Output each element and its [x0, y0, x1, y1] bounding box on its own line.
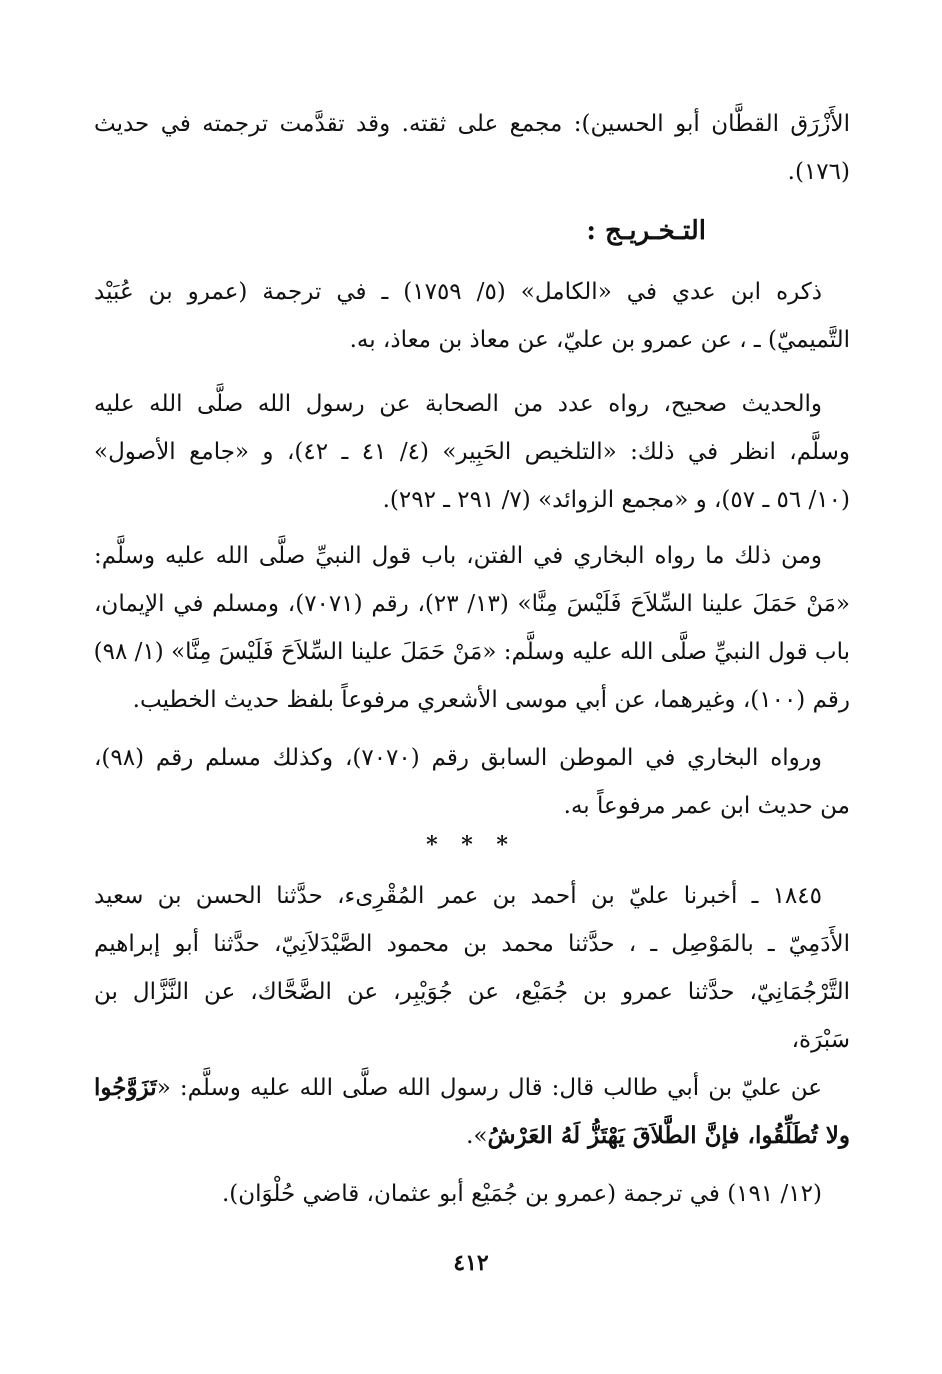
hadith-isnad [94, 872, 850, 1064]
narrator-continuation [94, 100, 850, 196]
text-line: الأَدَمِيّ ـ بالمَوْصِل ـ ، حدَّثنا محمد بن محمود الصَّيْدَلاَنِيّ، حدَّثنا أبو إبراهيم [94, 931, 850, 957]
text-line: (١٠/ ٥٦ ـ ٥٧)، و «مجمع الزوائد» (٧/ ٢٩١ ـ ٢٩٢). [382, 487, 850, 513]
text-line: ١٨٤٥ ـ أخبرنا عليّ بن أحمد بن عمر المُقْرِىء، حدَّثنا الحسن بن سعيد [94, 883, 822, 909]
takhrij-paragraph-1 [94, 268, 850, 364]
text-line: والحديث صحيح، رواه عدد من الصحابة عن رسول الله صلَّى الله عليه [94, 391, 822, 417]
text-line: الأَزْرَق القطَّان أبو الحسين): مجمع على ثقته. وقد تقدَّمت ترجمته في حديث [94, 111, 850, 137]
text-line: من حديث ابن عمر مرفوعاً به. [563, 793, 850, 819]
footnote-text: (١٢/ ١٩١) في ترجمة (عمرو بن جُمَيْع أبو عثمان، قاضي حُلْوَان). [221, 1181, 822, 1207]
footnote [94, 1170, 850, 1218]
text-line [94, 1064, 850, 1112]
matn-bold-text: تَزَوَّجُوا [94, 1074, 157, 1101]
text-line: باب قول النبيِّ صلَّى الله عليه وسلَّم: «مَنْ حَمَلَ علينا السِّلاَحَ فَلَيْسَ مِنَّا» (١/ ٩٨) [94, 639, 850, 665]
text-line: «مَنْ حَمَلَ علينا السِّلاَحَ فَلَيْسَ مِنَّا» (١٣/ ٢٣)، رقم (٧٠٧١)، ومسلم في الإيمان، [94, 591, 850, 617]
text-line: التَّميميّ) ـ ، عن عمرو بن عليّ، عن معاذ بن معاذ، به. [349, 327, 850, 353]
matn-close: ». [466, 1123, 488, 1149]
text-line: ذكره ابن عدي في «الكامل» (٥/ ١٧٥٩) ـ في ترجمة (عمرو بن عُبَيْد [94, 279, 823, 305]
hadith-matn [94, 1064, 850, 1160]
text-line: رقم (١٠٠)، وغيرهما، عن أبي موسى الأشعري مرفوعاً بلفظ حديث الخطيب. [132, 687, 850, 713]
text-line: التَّرْجُمَانِيّ، حدَّثنا عمرو بن جُمَيْع، عن جُوَيْبِر، عن الضَّحَّاك، عن النَّزَّال بن [94, 979, 850, 1005]
matn-intro: عن عليّ بن أبي طالب قال: قال رسول الله صلَّى الله عليه وسلَّم: « [156, 1075, 822, 1101]
takhrij-paragraph-4 [94, 734, 850, 830]
text-line: سَبْرَة، [791, 1027, 850, 1053]
takhrij-paragraph-3 [94, 532, 850, 724]
takhrij-heading: التـخـريـج : [586, 216, 706, 246]
text-line: وسلَّم، انظر في ذلك: «التلخيص الحَبِير» (٤/ ٤١ ـ ٤٢)، و «جامع الأصول» [94, 439, 850, 465]
takhrij-paragraph-2 [94, 380, 850, 524]
text-line: ومن ذلك ما رواه البخاري في الفتن، باب قول النبيِّ صلَّى الله عليه وسلَّم: [94, 543, 822, 569]
matn-bold-text: ولا تُطَلِّقُوا، فإنَّ الطَّلاَقَ يَهْتَزُّ لَهُ العَرْشُ [487, 1122, 850, 1149]
section-separator: * * * [426, 832, 516, 858]
page-number: ٤١٢ [453, 1250, 489, 1276]
text-line [94, 1112, 850, 1160]
text-line: (١٧٦). [787, 159, 850, 185]
text-line: ورواه البخاري في الموطن السابق رقم (٧٠٧٠)، وكذلك مسلم رقم (٩٨)، [94, 745, 822, 771]
